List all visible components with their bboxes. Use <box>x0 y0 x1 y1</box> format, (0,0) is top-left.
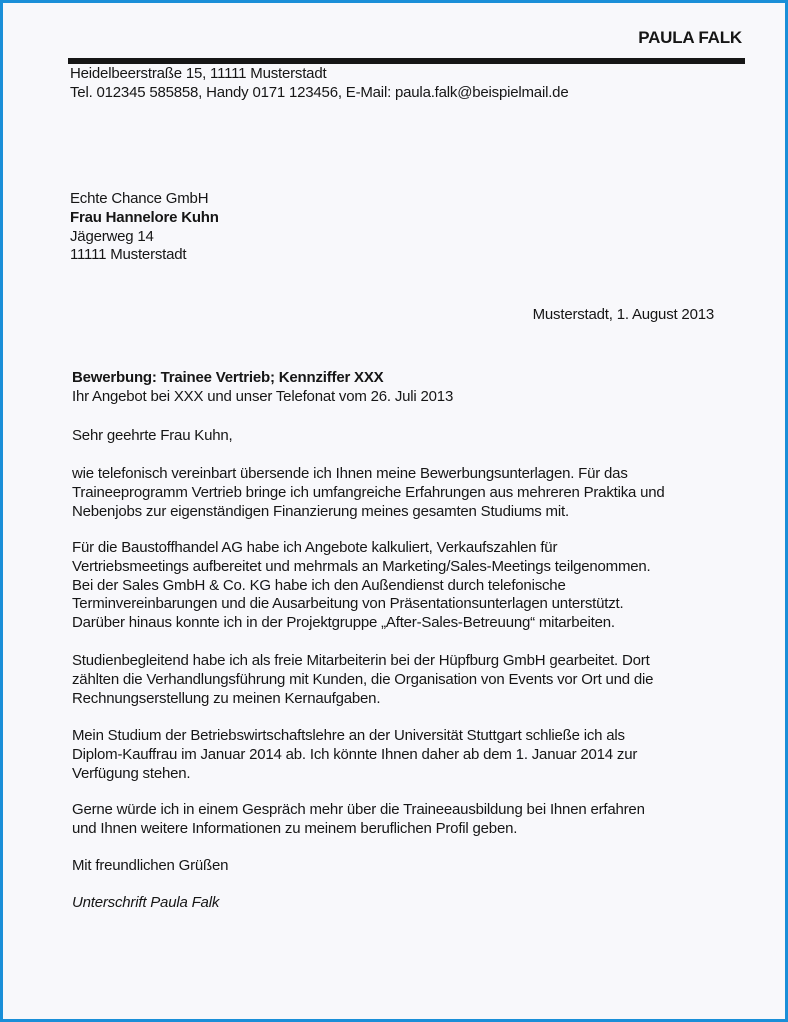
paragraph-4 <box>72 727 637 783</box>
sender-block <box>70 65 568 103</box>
sender-name: PAULA FALK <box>638 28 742 47</box>
letter-page <box>3 3 785 1019</box>
signature: Unterschrift Paula Falk <box>72 894 220 911</box>
recipient-block <box>70 190 219 265</box>
text-line: Traineeprogramm Vertrieb bringe ich umfangreiche Erfahrungen aus mehreren Praktika und <box>72 483 665 501</box>
subject-title: Bewerbung: Trainee Vertrieb; Kennziffer XXX <box>72 369 384 386</box>
text-line: Mein Studium der Betriebswirtschaftslehre an der Universität Stuttgart schließe ich als <box>72 727 625 744</box>
paragraph-1 <box>72 465 665 521</box>
text-line: Diplom-Kauffrau im Januar 2014 ab. Ich könnte Ihnen daher ab dem 1. Januar 2014 zur <box>72 745 638 763</box>
sender-address: Heidelbeerstraße 15, 11111 Musterstadt <box>70 65 327 82</box>
subject-reference: Ihr Angebot bei XXX und unser Telefonat vom 26. Juli 2013 <box>72 387 454 405</box>
text-line: Nebenjobs zur eigenständigen Finanzierung meines gesamten Studiums mit. <box>72 502 569 520</box>
text-line: Vertriebsmeetings aufbereitet und mehrmals an Marketing/Sales-Meetings teilgenommen. <box>72 557 651 575</box>
text-line: Bei der Sales GmbH & Co. KG habe ich den Außendienst durch telefonische <box>72 576 566 594</box>
closing: Mit freundlichen Grüßen <box>72 857 229 874</box>
recipient-company: Echte Chance GmbH <box>70 190 209 207</box>
salutation: Sehr geehrte Frau Kuhn, <box>72 427 233 444</box>
text-line: Für die Baustoffhandel AG habe ich Angebote kalkuliert, Verkaufszahlen für <box>72 539 558 556</box>
subject-block <box>72 369 453 407</box>
text-line: Terminvereinbarungen und die Ausarbeitung von Präsentationsunterlagen unterstützt. <box>72 595 624 613</box>
text-line: zählten die Verhandlungsführung mit Kunden, die Organisation von Events vor Ort und die <box>72 670 654 688</box>
recipient-person: Frau Hannelore Kuhn <box>70 208 219 226</box>
text-line: Darüber hinaus konnte ich in der Projektgruppe „After-Sales-Betreuung“ mitarbeiten. <box>72 614 615 632</box>
letter-date: Musterstadt, 1. August 2013 <box>532 306 714 323</box>
paragraph-2 <box>72 539 651 633</box>
recipient-street: Jägerweg 14 <box>70 227 154 245</box>
text-line: Studienbegleitend habe ich als freie Mitarbeiterin bei der Hüpfburg GmbH gearbeitet. Dort <box>72 652 650 669</box>
header-divider <box>68 58 745 64</box>
text-line: Gerne würde ich in einem Gespräch mehr über die Traineeausbildung bei Ihnen erfahren <box>72 801 645 818</box>
paragraph-3 <box>72 652 653 708</box>
text-line: wie telefonisch vereinbart übersende ich Ihnen meine Bewerbungsunterlagen. Für das <box>72 465 628 482</box>
paragraph-5 <box>72 801 645 839</box>
text-line: und Ihnen weitere Informationen zu meinem beruflichen Profil geben. <box>72 819 518 837</box>
recipient-city: 11111 Musterstadt <box>70 246 187 264</box>
sender-contact: Tel. 012345 585858, Handy 0171 123456, E-Mail: paula.falk@beispielmail.de <box>70 83 569 101</box>
text-line: Verfügung stehen. <box>72 764 191 782</box>
text-line: Rechnungserstellung zu meinen Kernaufgaben. <box>72 689 381 707</box>
